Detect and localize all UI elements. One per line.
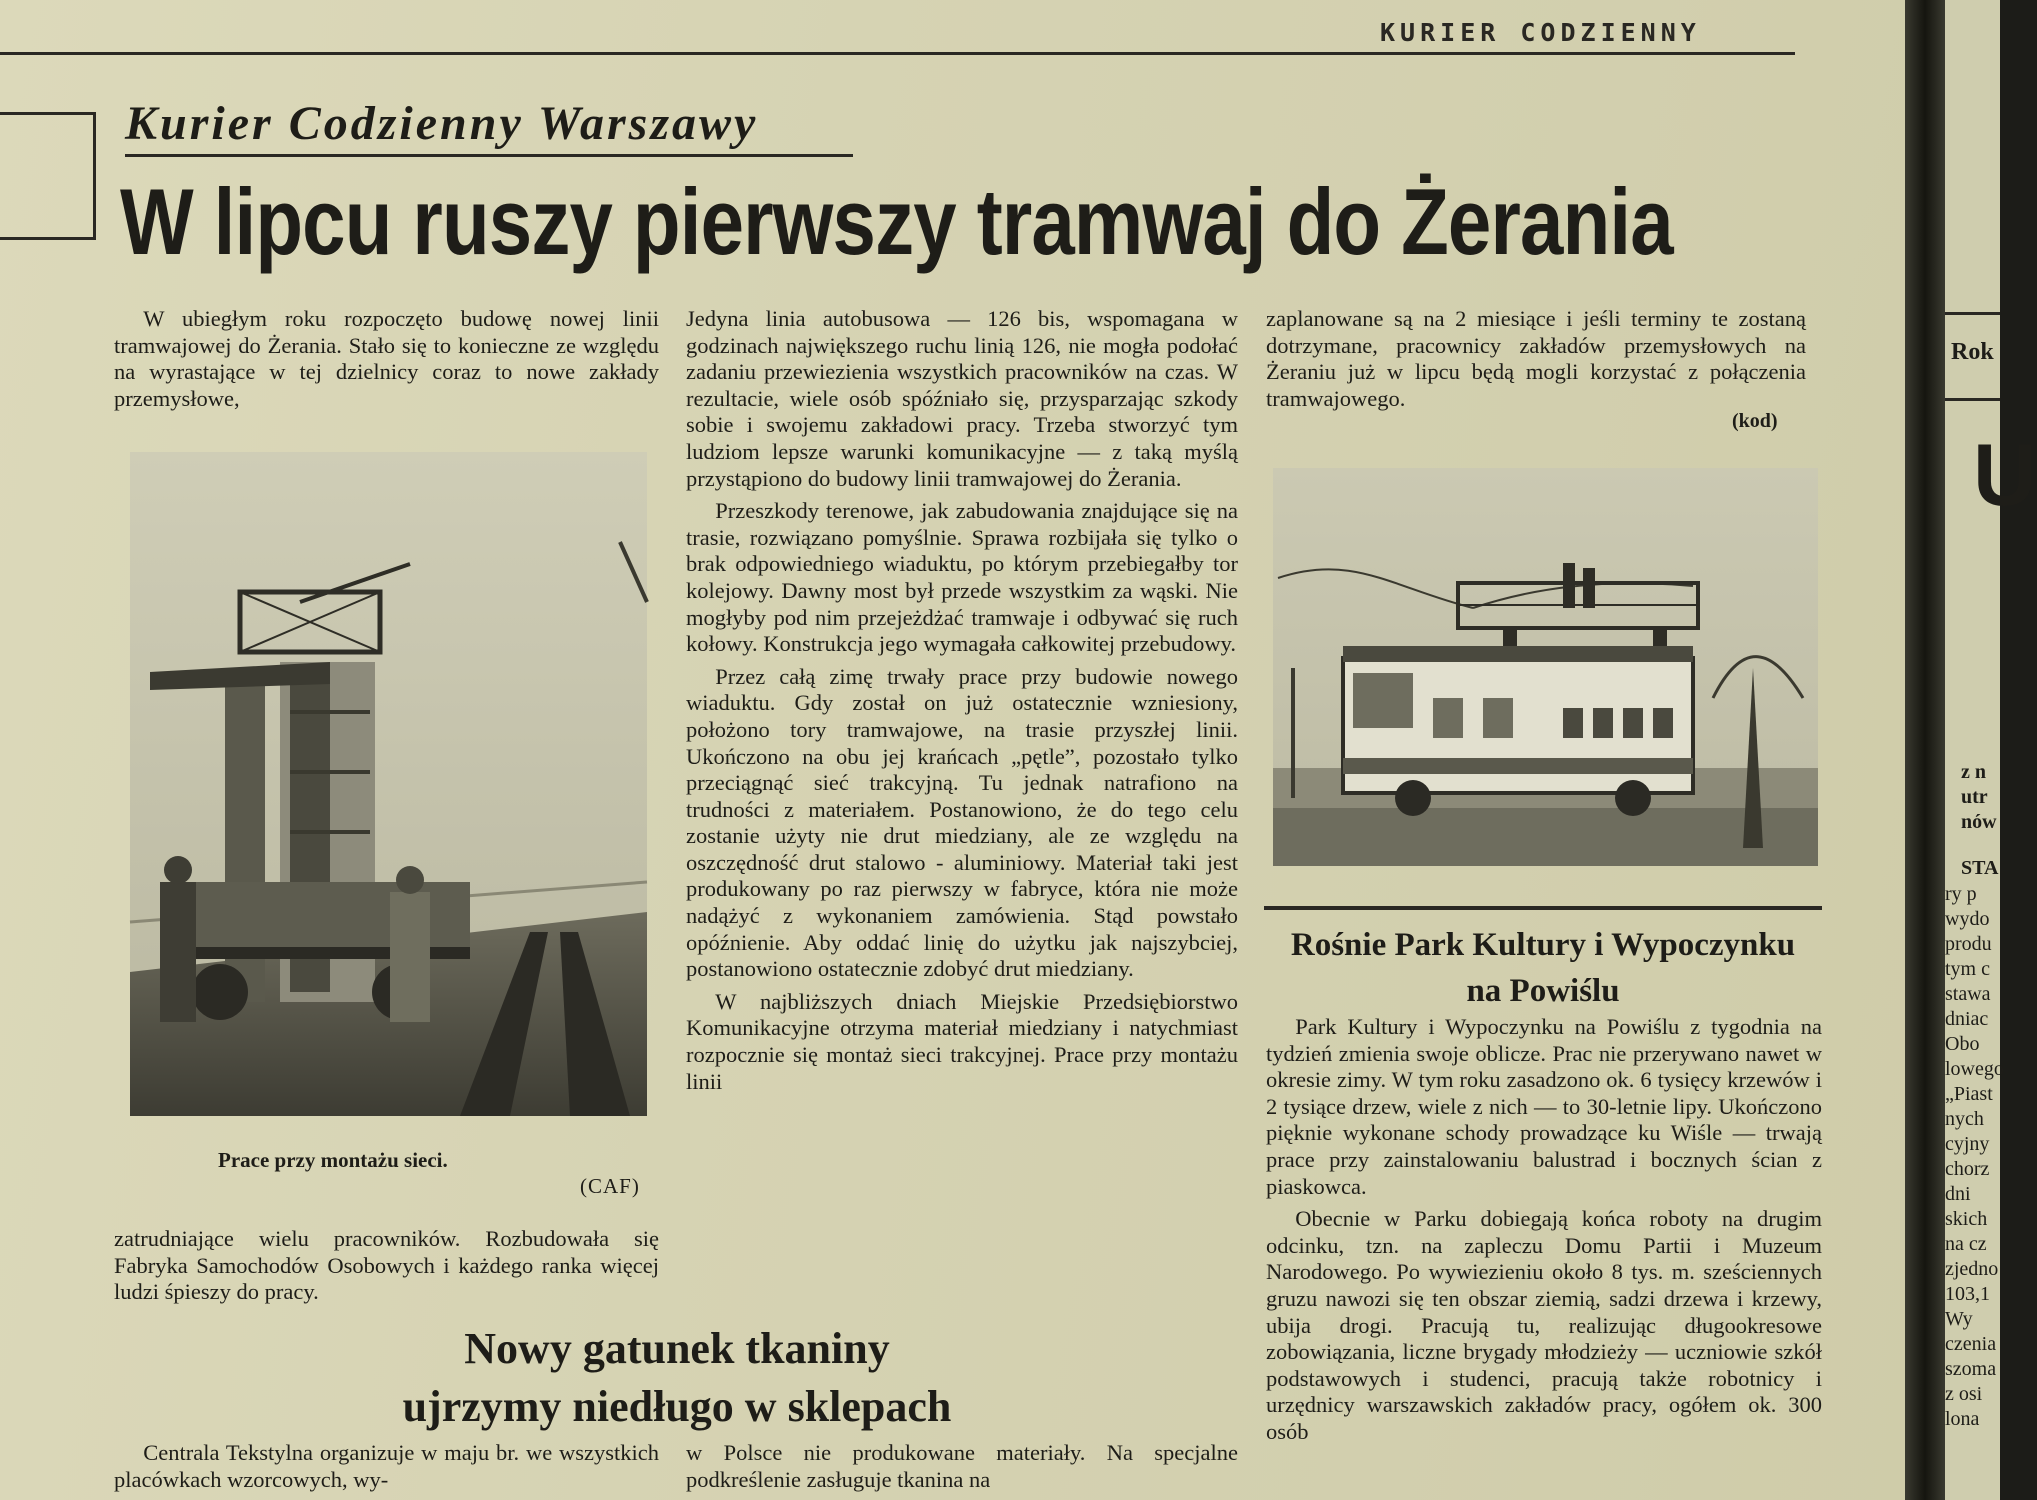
byline: (kod) bbox=[1732, 410, 1778, 432]
photo-tram-tower bbox=[1273, 468, 1818, 866]
section-rule bbox=[125, 154, 853, 157]
section-title: Kurier Codzienny Warszawy bbox=[125, 97, 759, 150]
adjacent-page-fragment: Rok bbox=[1951, 339, 1994, 365]
article-column-1: W ubiegłym roku rozpoczęto budowę nowej linii tramwajowej do Żerania. Stało się to konieczne ze względu na wyrastające w tej dzielnicy coraz to nowe zakłady przemysłowe, bbox=[114, 306, 659, 411]
park-article-title: Rośnie Park Kultury i Wypoczynku na Powiślu bbox=[1290, 927, 1796, 1009]
park-article-rule bbox=[1264, 906, 1822, 910]
book-gutter bbox=[1905, 0, 1945, 1500]
left-edge-box bbox=[0, 112, 96, 240]
article-column-2: Jedyna linia autobusowa — 126 bis, wspomagana w godzinach największego ruchu linią 126, nie mogła podołać zadaniu przewiezienia wszystkich pracowników na czas. W rezultacie, wiele osób spóźniało się, przysparzając szkody sobie i swojemu zakładowi pracy. Trzeba stworzyć tym ludziom lepsze warunki komunikacyjne — z taką myślą przystąpiono do budowy linii tramwajowej do Żerania. Przeszkody terenowe, jak zabudowania znajdujące się na trasie, rozwiązano pomyślnie. Sprawa rozbijała się tylko o brak odpowiedniego wiaduktu, po którym przebiegałby tor kolejowy. Dawny most był przede wszystkim za wąski. Nie mogłyby pod nim przejeżdżać tramwaje i odbywać się ruch kołowy. Konstrukcja jego wymagała całkowitej przebudowy. Przez całą zimę trwały prace przy budowie nowego wiaduktu. Gdy został on już ostatecznie wzniesiony, położono tory tramwajowe, na trasie przyszłej linii. Ukończono na obu jej krańcach „pętle”, pozostało tylko przeciągnąć sieć trakcyjną. Tu jednak natrafiono na trudności z materiałem. Postanowiono, że do tego celu zostanie użyty nie drut miedziany, ale ze względu na oszczędność drut stalowo - aluminiowy. Materiał taki jest produkowany po raz pierwszy w fabryce, która nie może nadążyć z wykonaniem zamówienia. Stąd powstało opóźnienie. Aby oddać linię do użytku jak najszybciej, postanowiono ostatecznie zdobyć drut miedziany. W najbliższych dniach Miejskie Przedsiębiorstwo Komunikacyjne otrzyma materiał miedziany i natychmiast rozpocznie się montaż sieci trakcyjnej. Prace przy montażu linii bbox=[686, 306, 1238, 1094]
article-column-3: zaplanowane są na 2 miesiące i jeśli terminy te zostaną dotrzymane, pracownicy zakładów przemysłowych na Żeraniu już w lipcu będą mogli korzystać z połączenia tramwajowego. bbox=[1266, 306, 1806, 411]
adjacent-page-fragment: STA bbox=[1961, 857, 1999, 879]
adjacent-page-rule bbox=[1945, 398, 2000, 401]
adjacent-page bbox=[1945, 0, 2037, 1500]
adjacent-page-fragment: ry p wydo produ tym c stawa dniac Obo lowego „Piast nych cyjny chorz dni skich na cz zjedno 103,1 Wy czenia szoma z osi lona bbox=[1945, 883, 2004, 1430]
park-article-body: Park Kultury i Wypoczynku na Powiślu z tygodnia na tydzień zmienia swoje oblicze. Prac nie przerywano nawet w okresie zimy. W tym roku zasadzono ok. 6 tysięcy krzewów i 2 tysiące drzew, wiele z nich — to 30-letnie lipy. Ukończono pięknie wykonane schody prowadzące ku Wiśle — trwają prace przy zainstalowaniu balustrad i bocznych ścian z piaskowca. Obecnie w Parku dobiegają końca roboty na drugim odcinku, tzn. na zapleczu Domu Partii i Muzeum Narodowego. Po wywiezieniu około 8 tys. m. sześciennych gruzu nawozi się ten obszar ziemią, sadzi drzewa i krzewy, ubija drogi. Pracują tu, realizując długookresowe zobowiązania, liczne brygady młodzieży — uczniowie szkół podstawowych i studenci, pracują także robotnicy i urzędnicy warszawskich zakładów pracy, ogółem ok. 300 osób bbox=[1266, 1014, 1822, 1444]
headline: W lipcu ruszy pierwszy tramwaj do Żerania bbox=[120, 169, 1673, 274]
fabric-article-column-2: w Polsce nie produkowane materiały. Na specjalne podkreślenie zasługuje tkanina na bbox=[686, 1440, 1238, 1492]
tram-illustration bbox=[1273, 468, 1818, 866]
tower-wagon-illustration bbox=[130, 452, 647, 1116]
adjacent-page-fragment: z n utr nów bbox=[1961, 761, 1997, 833]
photo-caption: Prace przy montażu sieci. bbox=[218, 1148, 448, 1172]
header-rule bbox=[0, 52, 1795, 55]
fabric-article-title: Nowy gatunek tkaniny ujrzymy niedługo w sklepach bbox=[402, 1324, 952, 1431]
adjacent-page-fragment: U bbox=[1973, 425, 2037, 524]
article-column-1-continued: zatrudniające wielu pracowników. Rozbudowała się Fabryka Samochodów Osobowych i każdego ranka więcej ludzi śpieszy do pracy. bbox=[114, 1226, 659, 1305]
newspaper-header-title: KURIER CODZIENNY bbox=[1380, 18, 1701, 47]
photo-tower-wagon bbox=[130, 452, 647, 1116]
fabric-article-column-1: Centrala Tekstylna organizuje w maju br. we wszystkich placówkach wzorcowych, wy- bbox=[114, 1440, 659, 1492]
photo-credit: (CAF) bbox=[580, 1174, 640, 1198]
adjacent-page-rule bbox=[1945, 312, 2000, 315]
